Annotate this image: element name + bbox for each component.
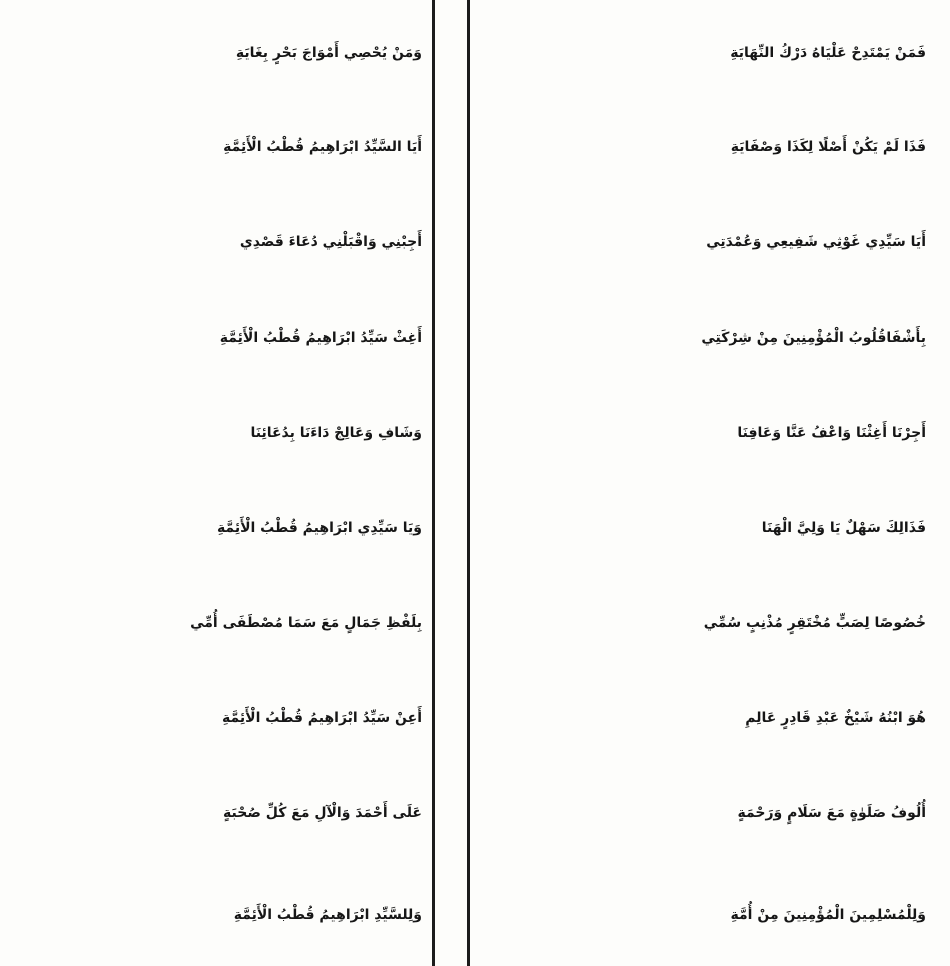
verse-line: أُلُوفُ صَلَوٰةٍ مَعَ سَلَامٍ وَرَحْمَةٍ [737,805,926,821]
verse-line: فَذَا لَمْ يَكُنْ أَصْلًا لِكَذَا وَصْفَايَةِ [730,139,926,155]
verse-line: فَذَالِكَ سَهْلٌ يَا وَلِيَّ الْهَنَا [761,520,926,536]
verse-line: خُصُوصًا لِصَبٍّ مُخْتَقِرٍ مُذْنِبٍ سُمِّي [703,615,926,631]
verse-line: وَيَا سَيِّدِي ابْرَاهِيمُ قُطْبُ الْأَئِمَّةِ [216,520,422,536]
verse-line: أَيَا سَيِّدِي غَوْثِي شَفِيعِي وَعُمْدَتِي [706,234,926,250]
verse-line: أَعِنْ سَيِّدُ ابْرَاهِيمُ قُطْبُ الْأَئِمَّةِ [222,710,422,726]
verse-line: هُوَ ابْنُهُ شَيْخٌ عَبْدِ قَادِرٍ عَالِمِ [745,710,926,726]
verse-line: بِلَفْظِ جَمَالٍ مَعَ سَمَا مُصْطَفَى أُمِّي [190,615,422,631]
column-divider-right [467,0,470,966]
right-verse-column [478,0,930,966]
verse-line: فَمَنْ يَمْتَدِحْ عَلْيَاهُ دَرْكُ النِّهَايَةِ [730,45,926,61]
column-divider-left [432,0,435,966]
verse-line: أَيَا السَّيِّدُ ابْرَاهِيمُ قُطْبُ الْأَئِمَّةِ [223,139,422,155]
verse-line: وَلِلْمُسْلِمِينَ الْمُؤْمِنِينَ مِنْ أُمَّةِ [730,907,926,923]
verse-line: وَشَافِ وَعَالِجْ دَاءَنَا بِدُعَائِنَا [250,425,422,441]
verse-line: عَلَى أَحْمَدَ وَالْآلِ مَعَ كُلِّ صُحْبَةٍ [223,805,422,821]
verse-line: أَجِرْنَا أَغِثْنَا وَاعْفُ عَنَّا وَعَافِنَا [737,425,926,441]
verse-line: وَلِلسَّيِّدِ ابْرَاهِيمُ قُطْبُ الْأَئِمَّةِ [233,907,422,923]
left-verse-column [8,0,426,966]
verse-line: أَغِثْ سَيِّدُ ابْرَاهِيمُ قُطْبُ الْأَئِمَّةِ [219,330,422,346]
verse-line: بِأَشْفَاقُلُوبُ الْمُؤْمِنِينَ مِنْ شِرْكَتِي [701,330,926,346]
verse-line: أَجِبْنِي وَاقْبَلْنِي دُعَاءَ قَصْدِي [239,234,422,250]
verse-line: وَمَنْ يُحْصِي أَمْوَاجَ بَحْرٍ بِغَايَةِ [235,45,422,61]
